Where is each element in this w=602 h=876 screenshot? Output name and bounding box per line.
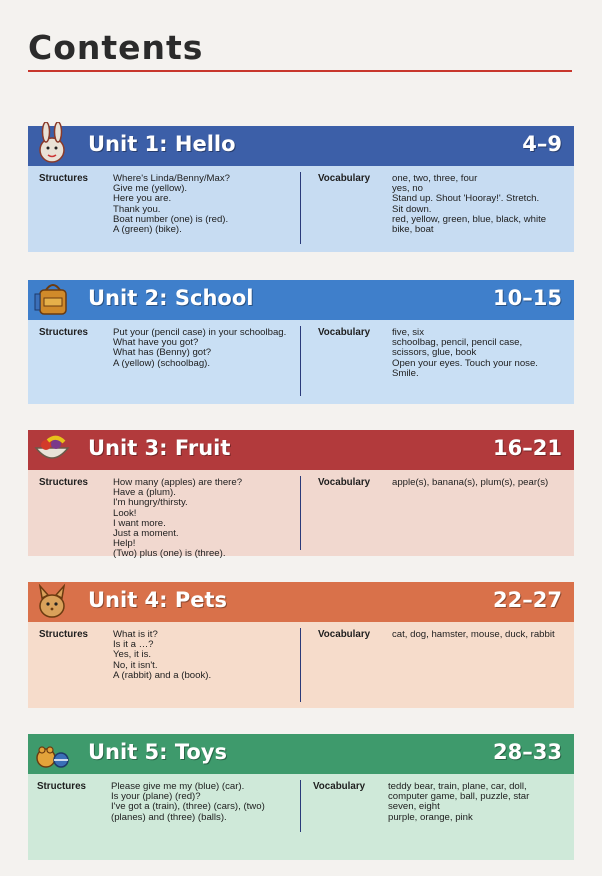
structures-label: Structures xyxy=(39,173,88,184)
list-line: Is it a …? xyxy=(113,639,154,651)
unit-title: Unit 2: School xyxy=(88,286,254,310)
pet-icon xyxy=(30,578,74,622)
unit-body xyxy=(28,622,574,708)
title-rule xyxy=(28,70,572,72)
vocabulary-label: Vocabulary xyxy=(318,477,371,488)
rabbit-icon xyxy=(30,122,74,166)
unit-4-section xyxy=(28,582,574,708)
list-line: five, six xyxy=(392,327,424,338)
list-line: yes, no xyxy=(392,183,423,195)
structures-list xyxy=(113,478,242,560)
list-line: Where's Linda/Benny/Max? xyxy=(113,173,231,184)
unit-body xyxy=(28,470,574,560)
unit-5-section xyxy=(28,734,574,860)
list-line: scissors, glue, book xyxy=(392,347,477,359)
vocabulary-label: Vocabulary xyxy=(318,173,371,184)
vocabulary-list xyxy=(388,782,529,823)
list-line: apple(s), banana(s), plum(s), pear(s) xyxy=(392,477,549,488)
vocabulary-label: Vocabulary xyxy=(318,629,371,640)
structures-list xyxy=(113,328,286,369)
unit-header xyxy=(28,430,574,470)
list-line: computer game, ball, puzzle, star xyxy=(388,791,530,803)
unit-title: Unit 4: Pets xyxy=(88,588,228,612)
unit-header xyxy=(28,280,574,320)
list-line: Open your eyes. Touch your nose. xyxy=(392,357,538,369)
list-line: Yes, it is. xyxy=(113,649,152,661)
unit-2-section xyxy=(28,280,574,404)
unit-title: Unit 5: Toys xyxy=(88,740,228,764)
unit-title: Unit 1: Hello xyxy=(88,132,236,156)
list-line: Thank you. xyxy=(113,203,161,215)
list-line: Look! xyxy=(113,507,137,519)
structures-label: Structures xyxy=(37,781,86,792)
list-line: What has (Benny) got? xyxy=(113,347,212,359)
column-divider xyxy=(300,780,301,832)
vocabulary-label: Vocabulary xyxy=(313,781,366,792)
structures-list xyxy=(113,630,211,681)
unit-1-section xyxy=(28,126,574,252)
list-line: cat, dog, hamster, mouse, duck, rabbit xyxy=(392,629,555,640)
vocabulary-list xyxy=(392,328,538,379)
list-line: Help! xyxy=(113,538,136,550)
list-line: What have you got? xyxy=(113,337,199,349)
unit-title: Unit 3: Fruit xyxy=(88,436,231,460)
unit-3-section xyxy=(28,430,574,560)
toys-icon xyxy=(30,730,74,774)
list-line: Here you are. xyxy=(113,193,172,205)
vocabulary-label: Vocabulary xyxy=(318,327,371,338)
structures-label: Structures xyxy=(39,327,88,338)
unit-header xyxy=(28,126,574,166)
vocabulary-list xyxy=(392,174,546,235)
list-line: Just a moment. xyxy=(113,528,179,540)
unit-page-range: 10–15 xyxy=(493,286,562,310)
list-line: A (green) (bike). xyxy=(113,224,182,236)
unit-page-range: 4–9 xyxy=(522,132,562,156)
column-divider xyxy=(300,628,301,702)
structures-label: Structures xyxy=(39,477,88,488)
list-line: Boat number (one) is (red). xyxy=(113,213,229,225)
unit-header xyxy=(28,734,574,774)
schoolbag-icon xyxy=(30,276,74,320)
column-divider xyxy=(300,476,301,550)
list-line: Put your (pencil case) in your schoolbag. xyxy=(113,327,287,338)
page-title: Contents xyxy=(28,28,204,67)
list-line: What is it? xyxy=(113,629,158,640)
list-line: Give me (yellow). xyxy=(113,183,188,195)
list-line: purple, orange, pink xyxy=(388,811,473,823)
list-line: teddy bear, train, plane, car, doll, xyxy=(388,781,527,792)
list-line: Stand up. Shout 'Hooray!'. Stretch. xyxy=(392,193,540,205)
list-line: (planes) and (three) (balls). xyxy=(111,811,227,823)
structures-list xyxy=(113,174,230,235)
list-line: (Two) plus (one) is (three). xyxy=(113,548,226,560)
list-line: Please give me my (blue) (car). xyxy=(111,781,245,792)
unit-body xyxy=(28,320,574,404)
unit-body xyxy=(28,166,574,252)
unit-body xyxy=(28,774,574,860)
list-line: How many (apples) are there? xyxy=(113,477,243,488)
vocabulary-list xyxy=(392,478,548,488)
structures-list xyxy=(111,782,265,823)
list-line: Have a (plum). xyxy=(113,487,176,499)
unit-page-range: 22–27 xyxy=(493,588,562,612)
list-line: Sit down. xyxy=(392,203,432,215)
unit-header xyxy=(28,582,574,622)
list-line: I've got a (train), (three) (cars), (two) xyxy=(111,801,265,813)
list-line: red, yellow, green, blue, black, white xyxy=(392,213,547,225)
list-line: I want more. xyxy=(113,517,166,529)
unit-page-range: 16–21 xyxy=(493,436,562,460)
column-divider xyxy=(300,326,301,396)
list-line: bike, boat xyxy=(392,224,434,236)
unit-page-range: 28–33 xyxy=(493,740,562,764)
vocabulary-list xyxy=(392,630,555,640)
list-line: A (yellow) (schoolbag). xyxy=(113,357,211,369)
list-line: Is your (plane) (red)? xyxy=(111,791,201,803)
list-line: one, two, three, four xyxy=(392,173,478,184)
list-line: Smile. xyxy=(392,367,419,379)
list-line: I'm hungry/thirsty. xyxy=(113,497,188,509)
list-line: No, it isn't. xyxy=(113,659,158,671)
list-line: seven, eight xyxy=(388,801,440,813)
list-line: A (rabbit) and a (book). xyxy=(113,669,212,681)
fruit-bowl-icon xyxy=(30,426,74,470)
list-line: schoolbag, pencil, pencil case, xyxy=(392,337,523,349)
column-divider xyxy=(300,172,301,244)
structures-label: Structures xyxy=(39,629,88,640)
